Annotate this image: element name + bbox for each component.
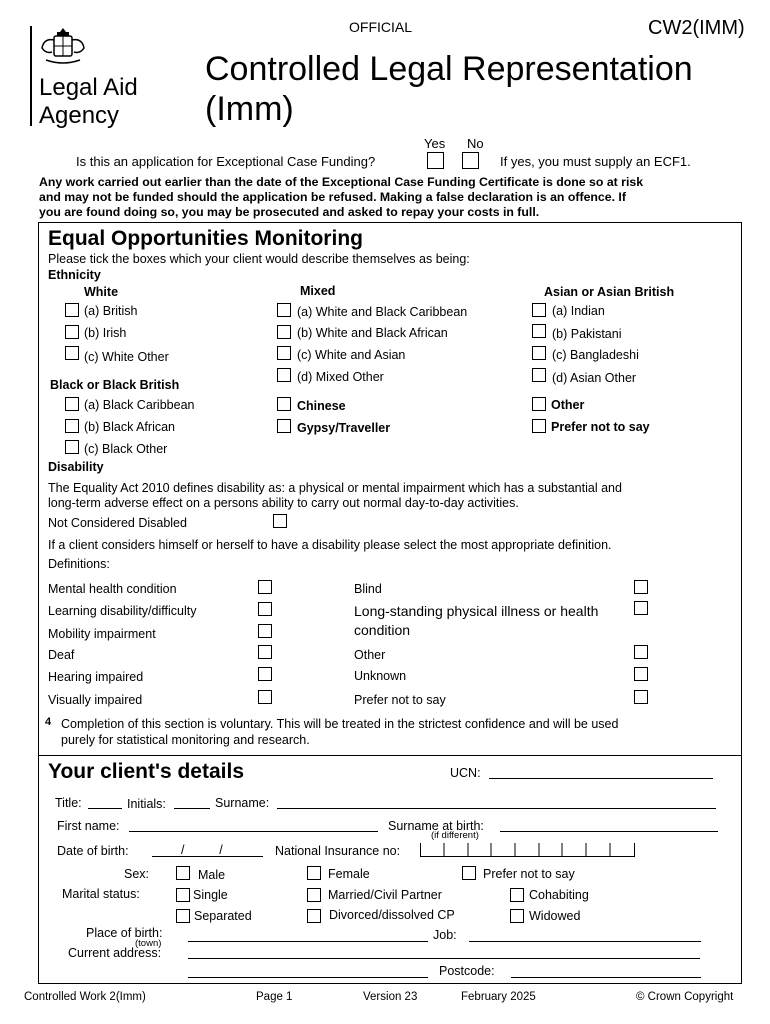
ecf-question: Is this an application for Exceptional Case Funding? (76, 154, 376, 169)
pob-label: Place of birth: (86, 926, 163, 940)
cohabiting-checkbox[interactable] (510, 888, 524, 902)
definitions-label: Definitions: (48, 557, 110, 571)
ethnicity-other-checkbox[interactable] (532, 397, 546, 411)
disability-select-text: If a client considers himself or herself to have a disability please select the most appropriate definition. (48, 538, 612, 552)
disability-definition-1: The Equality Act 2010 defines disability as: a physical or mental impairment which has a substantial and (48, 481, 622, 495)
initials-label: Initials: (127, 797, 166, 811)
mixed-other-label: (d) Mixed Other (297, 370, 384, 384)
black-other-checkbox[interactable] (65, 440, 79, 454)
asian-pakistani-checkbox[interactable] (532, 324, 546, 338)
long-standing-label-2: condition (354, 622, 411, 638)
disability-definition-2: long-term adverse effect on a persons ability to carry out normal day-to-day activities. (48, 496, 519, 510)
ecf-warning-1: Any work carried out earlier than the date of the Exceptional Case Funding Certificate is done so at risk (39, 175, 644, 189)
disability-prefer-checkbox[interactable] (634, 690, 648, 704)
divorced-checkbox[interactable] (307, 909, 321, 923)
gypsy-checkbox[interactable] (277, 419, 291, 433)
ecf-note: If yes, you must supply an ECF1. (500, 154, 691, 169)
logo-crest-icon (38, 24, 88, 66)
first-name-label: First name: (57, 819, 120, 833)
not-disabled-label: Not Considered Disabled (48, 516, 187, 530)
ecf-warning-2: and may not be funded should the application be refused. Making a false declaration is an offence. If (39, 190, 626, 204)
client-heading: Your client's details (48, 760, 244, 783)
ucn-label: UCN: (450, 766, 481, 780)
dob-label: Date of birth: (57, 844, 129, 858)
hearing-label: Hearing impaired (48, 670, 144, 684)
mixed-heading: Mixed (300, 284, 336, 298)
blind-checkbox[interactable] (634, 580, 648, 594)
form-code: CW2(IMM) (648, 17, 745, 39)
asian-indian-label: (a) Indian (552, 304, 605, 318)
official-label: OFFICIAL (349, 19, 413, 35)
asian-other-label: (d) Asian Other (552, 371, 637, 385)
divorced-label: Divorced/dissolved CP (329, 908, 455, 922)
black-caribbean-label: (a) Black Caribbean (84, 398, 195, 412)
widowed-checkbox[interactable] (510, 909, 524, 923)
postcode-label: Postcode: (439, 964, 495, 978)
org-name-line1: Legal Aid (39, 74, 138, 101)
gypsy-label: Gypsy/Traveller (297, 421, 391, 435)
logo-bar (30, 26, 32, 126)
mixed-african-label: (b) White and Black African (297, 326, 448, 340)
surname-input[interactable] (277, 808, 716, 809)
mental-health-label: Mental health condition (48, 582, 177, 596)
footer-copyright: © Crown Copyright (636, 991, 734, 1003)
footer-form: Controlled Work 2(Imm) (24, 991, 146, 1003)
mixed-caribbean-label: (a) White and Black Caribbean (297, 305, 468, 319)
sex-prefer-label: Prefer not to say (483, 867, 575, 881)
male-checkbox[interactable] (176, 866, 190, 880)
initials-input[interactable] (174, 808, 210, 809)
footnote-number: 4 (45, 716, 52, 728)
asian-bangladeshi-checkbox[interactable] (532, 346, 546, 360)
married-label: Married/Civil Partner (328, 888, 442, 902)
footer-page: Page 1 (256, 991, 293, 1003)
pob-input[interactable] (188, 941, 428, 942)
deaf-label: Deaf (48, 648, 75, 662)
page-title-line1: Controlled Legal Representation (205, 50, 693, 88)
asian-other-checkbox[interactable] (532, 368, 546, 382)
job-label: Job: (433, 928, 457, 942)
footnote-line-2: purely for statistical monitoring and research. (61, 733, 310, 747)
disability-other-label: Other (354, 648, 386, 662)
asian-bangladeshi-label: (c) Bangladeshi (552, 348, 639, 362)
chinese-label: Chinese (297, 399, 346, 413)
mixed-asian-checkbox[interactable] (277, 346, 291, 360)
footer-version: Version 23 (363, 991, 418, 1003)
visually-impaired-label: Visually impaired (48, 693, 143, 707)
white-other-label: (c) White Other (84, 350, 169, 364)
widowed-label: Widowed (529, 909, 581, 923)
male-label: Male (198, 868, 226, 882)
black-african-checkbox[interactable] (65, 419, 79, 433)
ni-label: National Insurance no: (275, 844, 401, 858)
deaf-checkbox[interactable] (258, 645, 272, 659)
ecf-yes-label: Yes (424, 136, 446, 151)
section-divider (38, 755, 742, 756)
visually-impaired-checkbox[interactable] (258, 690, 272, 704)
disability-other-checkbox[interactable] (634, 645, 648, 659)
dob-separators: / / (181, 843, 223, 857)
mixed-african-checkbox[interactable] (277, 325, 291, 339)
female-label: Female (328, 867, 370, 881)
ni-input[interactable] (420, 843, 635, 857)
town-note: (town) (135, 938, 162, 949)
black-caribbean-checkbox[interactable] (65, 397, 79, 411)
ecf-warning-3: you are found doing so, you may be prosecuted and asked to repay your costs in full. (39, 205, 540, 219)
mobility-checkbox[interactable] (258, 624, 272, 638)
asian-indian-checkbox[interactable] (532, 303, 546, 317)
address-input-1[interactable] (188, 958, 700, 959)
black-other-label: (c) Black Other (84, 442, 168, 456)
separated-checkbox[interactable] (176, 909, 190, 923)
white-irish-label: (b) Irish (84, 326, 127, 340)
learning-disability-label: Learning disability/difficulty (48, 604, 197, 618)
unknown-checkbox[interactable] (634, 667, 648, 681)
female-checkbox[interactable] (307, 866, 321, 880)
cohabiting-label: Cohabiting (529, 888, 589, 902)
sex-prefer-checkbox[interactable] (462, 866, 476, 880)
first-name-input[interactable] (129, 831, 378, 832)
mobility-label: Mobility impairment (48, 627, 156, 641)
long-standing-checkbox[interactable] (634, 601, 648, 615)
white-other-checkbox[interactable] (65, 346, 79, 360)
ecf-yes-checkbox[interactable] (427, 152, 444, 169)
disability-heading: Disability (48, 460, 104, 474)
page-title-line2: (Imm) (205, 90, 294, 128)
mixed-asian-label: (c) White and Asian (297, 348, 406, 362)
ecf-no-checkbox[interactable] (462, 152, 479, 169)
address-input-2[interactable] (188, 977, 428, 978)
title-input[interactable] (88, 808, 122, 809)
ethnicity-prefer-checkbox[interactable] (532, 419, 546, 433)
disability-prefer-label: Prefer not to say (354, 693, 446, 707)
learning-disability-checkbox[interactable] (258, 602, 272, 616)
white-heading: White (84, 285, 119, 299)
equal-ops-instruction: Please tick the boxes which your client would describe themselves as being: (48, 252, 470, 266)
if-different-note: (if different) (431, 830, 479, 841)
surname-birth-input[interactable] (500, 831, 718, 832)
not-disabled-checkbox[interactable] (273, 514, 287, 528)
mental-health-checkbox[interactable] (258, 580, 272, 594)
hearing-checkbox[interactable] (258, 667, 272, 681)
surname-label: Surname: (215, 796, 270, 810)
unknown-label: Unknown (354, 669, 407, 683)
surname-birth-label: Surname at birth: (388, 819, 484, 833)
job-input[interactable] (469, 941, 701, 942)
postcode-input[interactable] (511, 977, 701, 978)
black-african-label: (b) Black African (84, 420, 176, 434)
asian-heading: Asian or Asian British (544, 285, 675, 299)
sex-label: Sex: (124, 867, 150, 881)
ecf-no-label: No (467, 136, 484, 151)
married-checkbox[interactable] (307, 888, 321, 902)
mixed-other-checkbox[interactable] (277, 368, 291, 382)
equal-ops-heading: Equal Opportunities Monitoring (48, 227, 363, 250)
title-label: Title: (55, 796, 82, 810)
footer-date: February 2025 (461, 991, 536, 1003)
asian-pakistani-label: (b) Pakistani (552, 327, 622, 341)
white-british-label: (a) British (84, 304, 138, 318)
single-label: Single (193, 888, 228, 902)
mixed-caribbean-checkbox[interactable] (277, 303, 291, 317)
chinese-checkbox[interactable] (277, 397, 291, 411)
marital-label: Marital status: (62, 887, 140, 901)
ethnicity-heading: Ethnicity (48, 268, 101, 282)
single-checkbox[interactable] (176, 888, 190, 902)
long-standing-label-1: Long-standing physical illness or health (354, 603, 599, 619)
ethnicity-other-label: Other (551, 398, 585, 412)
ucn-input[interactable] (489, 778, 713, 779)
footnote-line-1: Completion of this section is voluntary. This will be treated in the strictest confidence and will be used (61, 717, 619, 731)
white-british-checkbox[interactable] (65, 303, 79, 317)
separated-label: Separated (194, 909, 252, 923)
white-irish-checkbox[interactable] (65, 325, 79, 339)
blind-label: Blind (354, 582, 382, 596)
org-name-line2: Agency (39, 102, 120, 129)
address-label: Current address: (68, 946, 162, 960)
ethnicity-prefer-label: Prefer not to say (551, 420, 650, 434)
black-heading: Black or Black British (50, 378, 180, 392)
